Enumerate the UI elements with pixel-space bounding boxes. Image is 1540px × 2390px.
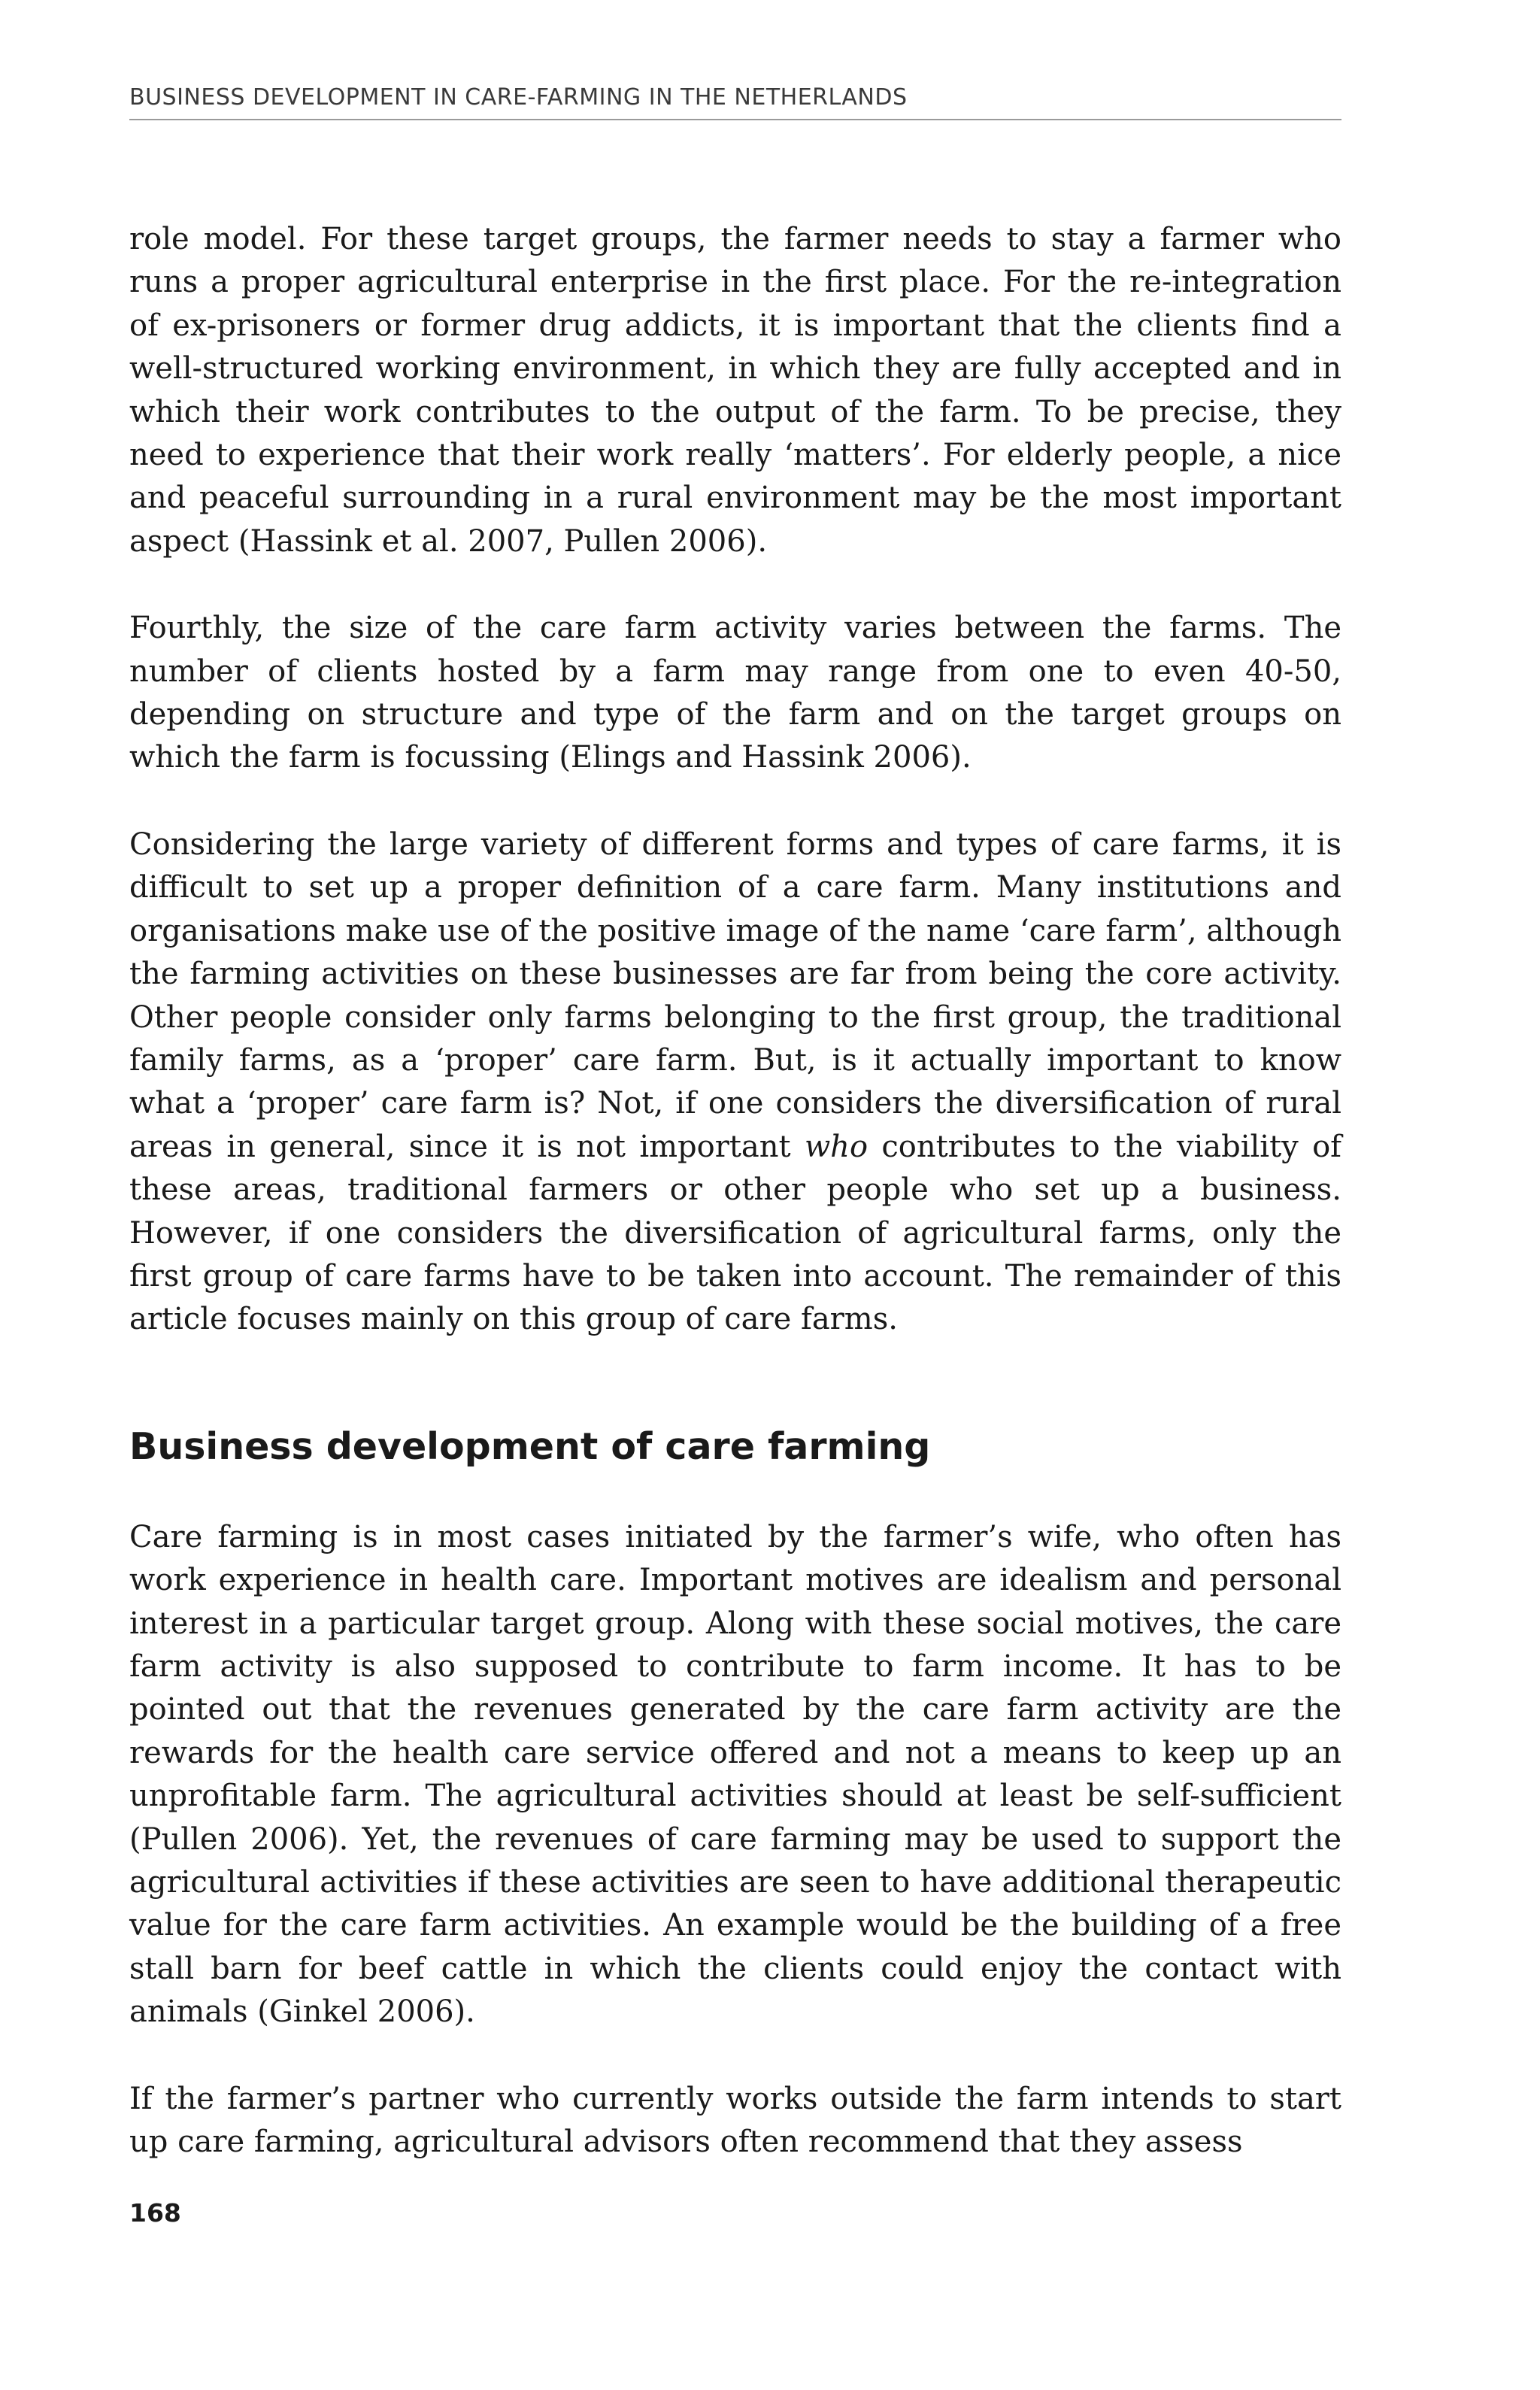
header-rule xyxy=(129,119,1341,120)
running-header: BUSINESS DEVELOPMENT IN CARE-FARMING IN THE NETHERLANDS xyxy=(129,84,908,111)
paragraph-fourthly: Fourthly, the size of the care farm activity varies between the farms. The number of clients hosted by a farm may range from one to even 40-50, depending on structure and type of the farm and on the target groups on which the farm is focussing (Elings and Hassink 2006). xyxy=(129,611,1341,775)
paragraph-considering-part-1: Considering the large variety of different forms and types of care farms, it is difficult to set up a proper definition of a care farm. Many institutions and organisations make use of the positive image of the name ‘care farm’, although the farming activities on these businesses are far from being the core activity. Other people consider only farms belonging to the first group, the traditional family farms, as a ‘proper’ care farm. But, is it actually important to know what a ‘proper’ care farm is? Not, if one considers the diversification of rural areas in general, since it is not important xyxy=(129,826,1341,1164)
paragraph-role-model: role model. For these target groups, the farmer needs to stay a farmer who runs a proper agricultural enterprise in the first place. For the re-integration of ex-prisoners or former drug addicts, it is important that the clients find a well-structured working environment, in which they are fully accepted and in which their work contributes to the output of the farm. To be precise, they need to experience that their work really ‘matters’. For elderly people, a nice and peaceful surrounding in a rural environment may be the most important aspect (Hassink et al. 2007, Pullen 2006). xyxy=(129,222,1341,559)
paragraph-considering xyxy=(129,823,1341,1342)
section-heading: Business development of care farming xyxy=(129,1424,931,1468)
paragraph-partner: If the farmer’s partner who currently works outside the farm intends to start up care farming, agricultural advisors often recommend that they assess xyxy=(129,2081,1341,2160)
body-text xyxy=(129,218,1341,2207)
emphasis-who: who xyxy=(804,1129,869,1164)
page-number: 168 xyxy=(129,2198,181,2228)
paragraph-considering-part-2: contributes to the viability of these areas, traditional farmers or other people who set up a business. However, if one considers the diversification of agricultural farms, only the first group of care farms have to be taken into account. The remainder of this article focuses mainly on this group of care farms. xyxy=(129,1129,1341,1337)
paragraph-care-farming: Care farming is in most cases initiated by the farmer’s wife, who often has work experience in health care. Important motives are idealism and personal interest in a particular target group. Along with these social motives, the care farm activity is also supposed to contribute to farm income. It has to be pointed out that the revenues generated by the care farm activity are the rewards for the health care service offered and not a means to keep up an unprofitable farm. The agricultural activities should at least be self-sufficient (Pullen 2006). Yet, the revenues of care farming may be used to support the agricultural activities if these activities are seen to have additional therapeutic value for the care farm activities. An example would be the building of a free stall barn for beef cattle in which the clients could enjoy the contact with animals (Ginkel 2006). xyxy=(129,1519,1341,2030)
